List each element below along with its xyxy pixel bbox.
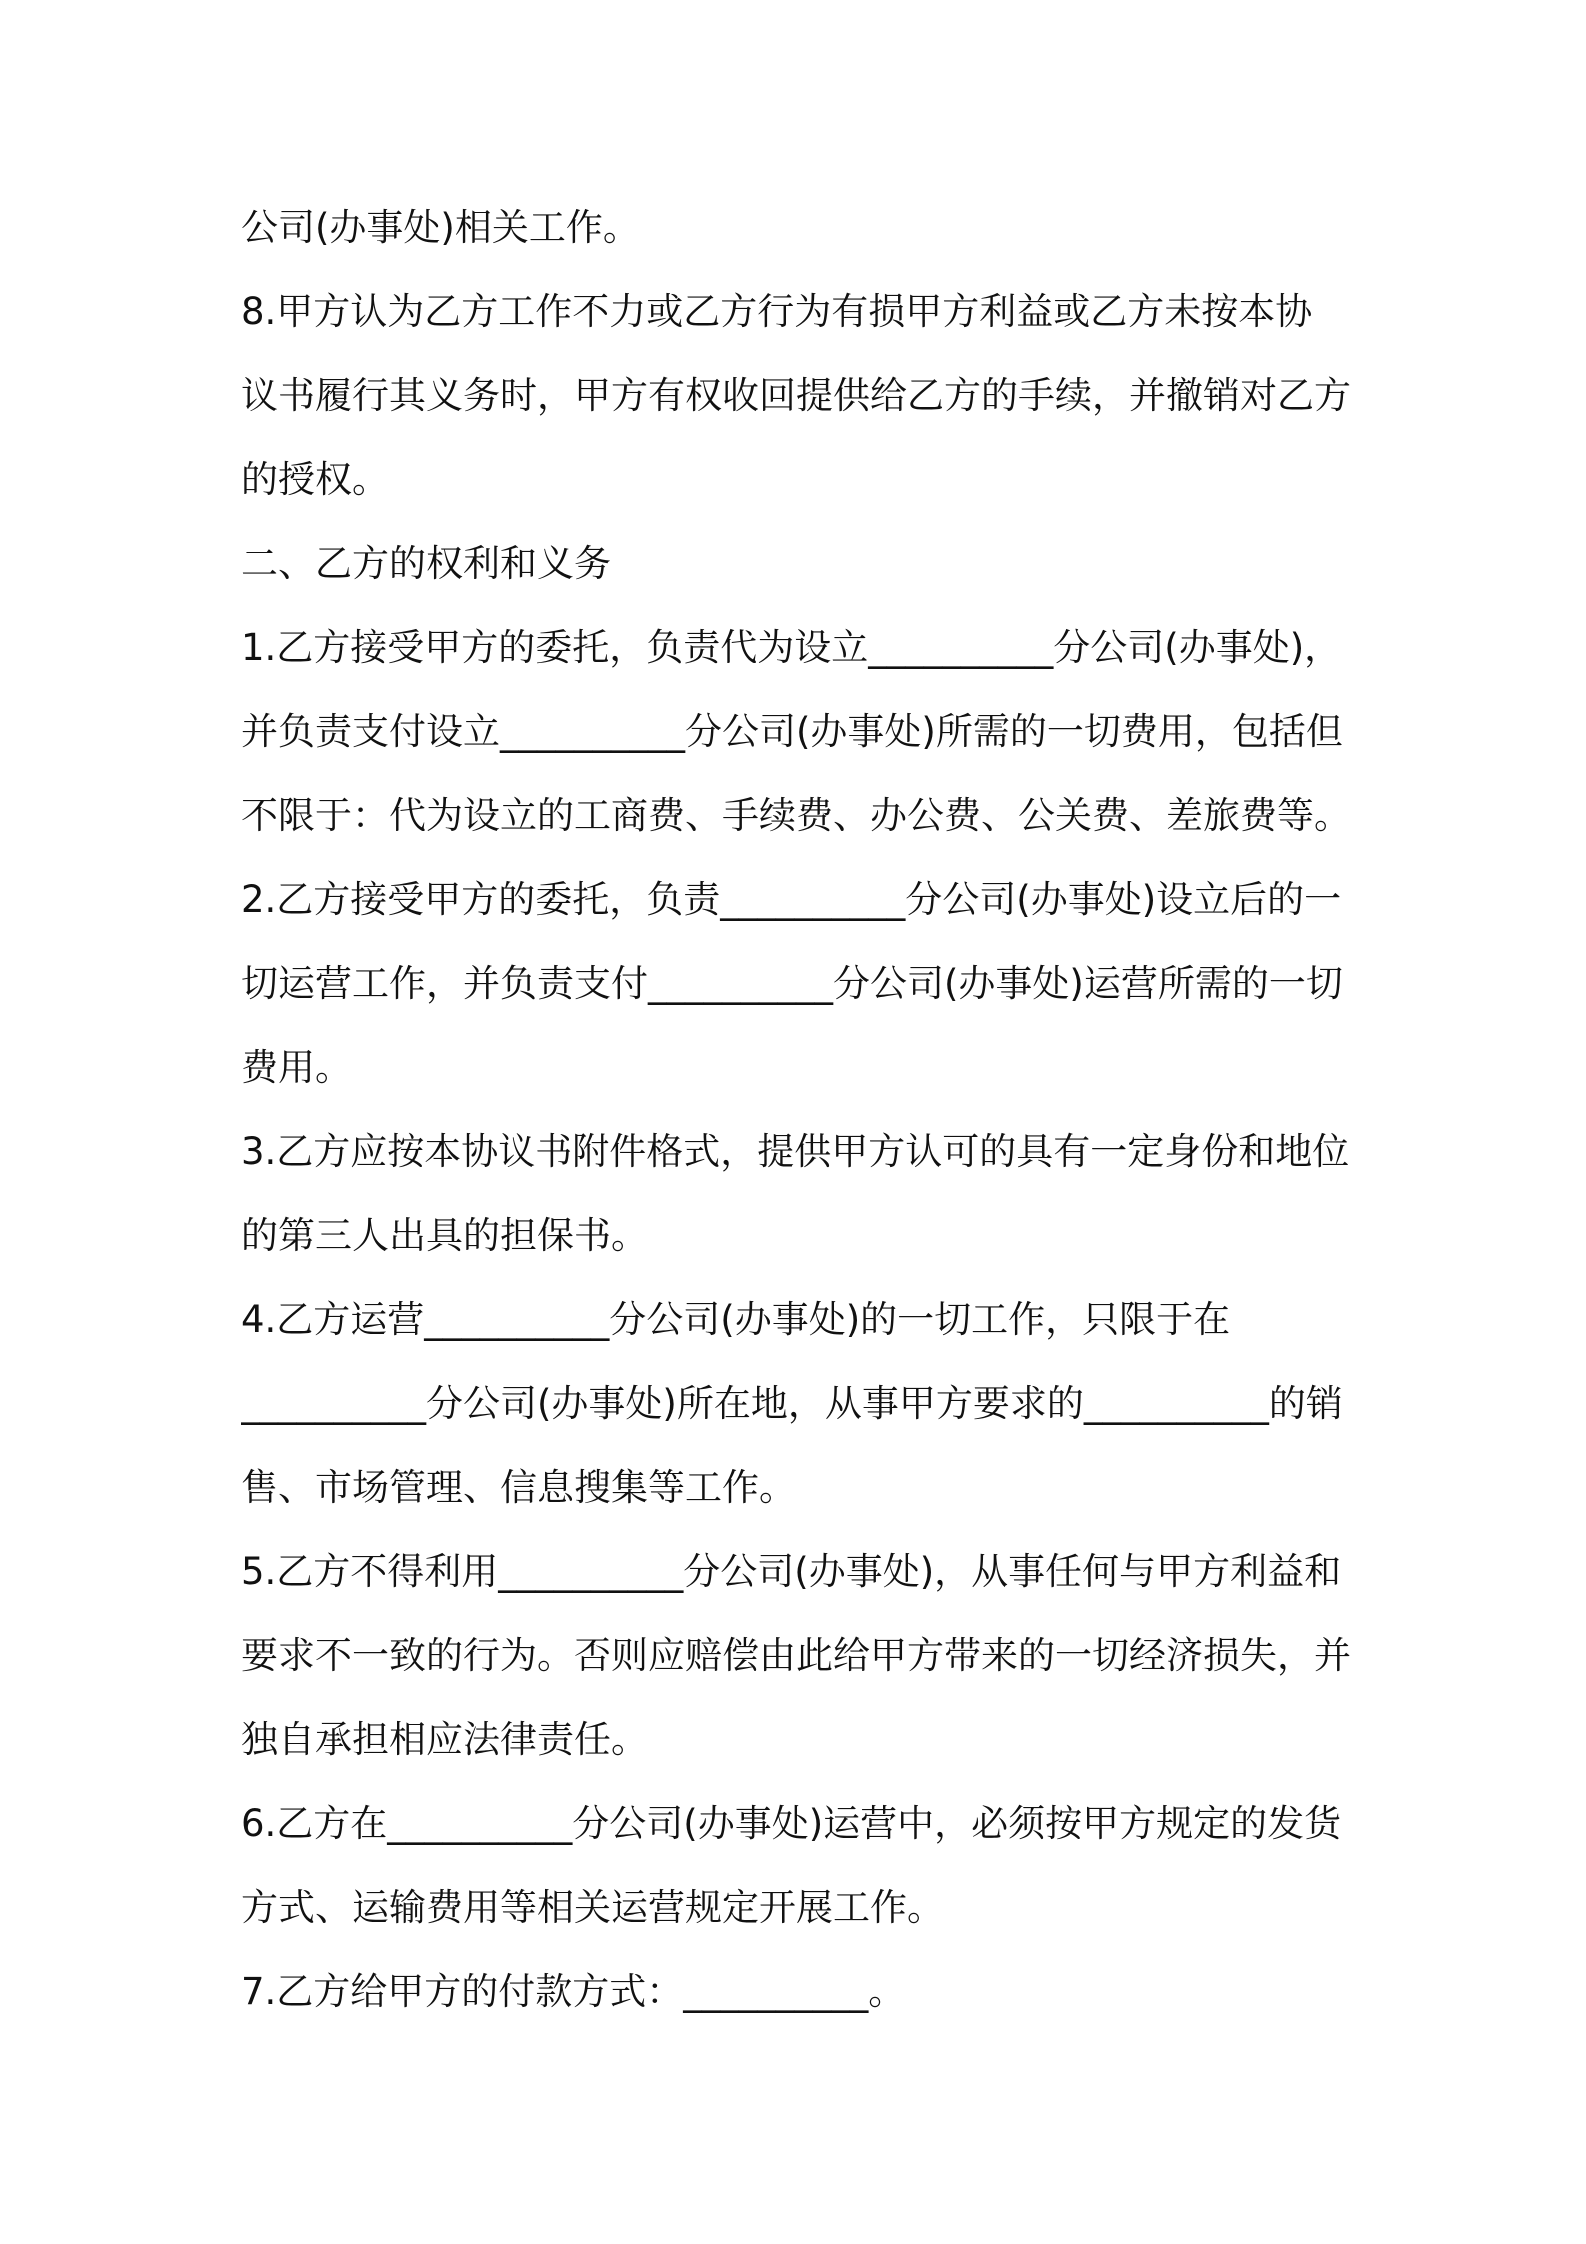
clause-b-4-line-2: __________分公司(办事处)所在地，从事甲方要求的__________的销 bbox=[241, 1382, 1343, 1425]
clause-b-5-line-3: 独自承担相应法律责任。 bbox=[241, 1718, 648, 1761]
clause-b-5-line-2: 要求不一致的行为。否则应赔偿由此给甲方带来的一切经济损失，并 bbox=[241, 1634, 1351, 1677]
clause-b-2-line-3: 费用。 bbox=[241, 1046, 352, 1089]
clause-b-4-line-1: 4.乙方运营__________分公司(办事处)的一切工作，只限于在 bbox=[241, 1298, 1231, 1341]
clause-b-6-line-2: 方式、运输费用等相关运营规定开展工作。 bbox=[241, 1886, 944, 1929]
clause-b-1-line-1: 1.乙方接受甲方的委托，负责代为设立__________分公司(办事处)， bbox=[241, 626, 1342, 669]
clause-b-2-line-1: 2.乙方接受甲方的委托，负责__________分公司(办事处)设立后的一 bbox=[241, 878, 1342, 921]
clause-a-8-line-3: 的授权。 bbox=[241, 458, 389, 501]
clause-b-1-line-2: 并负责支付设立__________分公司(办事处)所需的一切费用，包括但 bbox=[241, 710, 1343, 753]
clause-b-4-line-3: 售、市场管理、信息搜集等工作。 bbox=[241, 1466, 796, 1509]
section-heading-party-b-rights: 二、乙方的权利和义务 bbox=[241, 542, 611, 585]
text-line-continuation-clause-7: 公司(办事处)相关工作。 bbox=[241, 206, 640, 249]
clause-b-3-line-1: 3.乙方应按本协议书附件格式，提供甲方认可的具有一定身份和地位 bbox=[241, 1130, 1350, 1173]
clause-a-8-line-1: 8.甲方认为乙方工作不力或乙方行为有损甲方利益或乙方未按本协 bbox=[241, 290, 1313, 333]
clause-a-8-line-2: 议书履行其义务时，甲方有权收回提供给乙方的手续，并撤销对乙方 bbox=[241, 374, 1351, 417]
clause-b-2-line-2: 切运营工作，并负责支付__________分公司(办事处)运营所需的一切 bbox=[241, 962, 1343, 1005]
clause-b-3-line-2: 的第三人出具的担保书。 bbox=[241, 1214, 648, 1257]
clause-b-1-line-3: 不限于：代为设立的工商费、手续费、办公费、公关费、差旅费等。 bbox=[241, 794, 1351, 837]
clause-b-5-line-1: 5.乙方不得利用__________分公司(办事处)，从事任何与甲方利益和 bbox=[241, 1550, 1342, 1593]
clause-b-7-line-1: 7.乙方给甲方的付款方式：__________。 bbox=[241, 1970, 906, 2013]
clause-b-6-line-1: 6.乙方在__________分公司(办事处)运营中，必须按甲方规定的发货 bbox=[241, 1802, 1342, 1845]
